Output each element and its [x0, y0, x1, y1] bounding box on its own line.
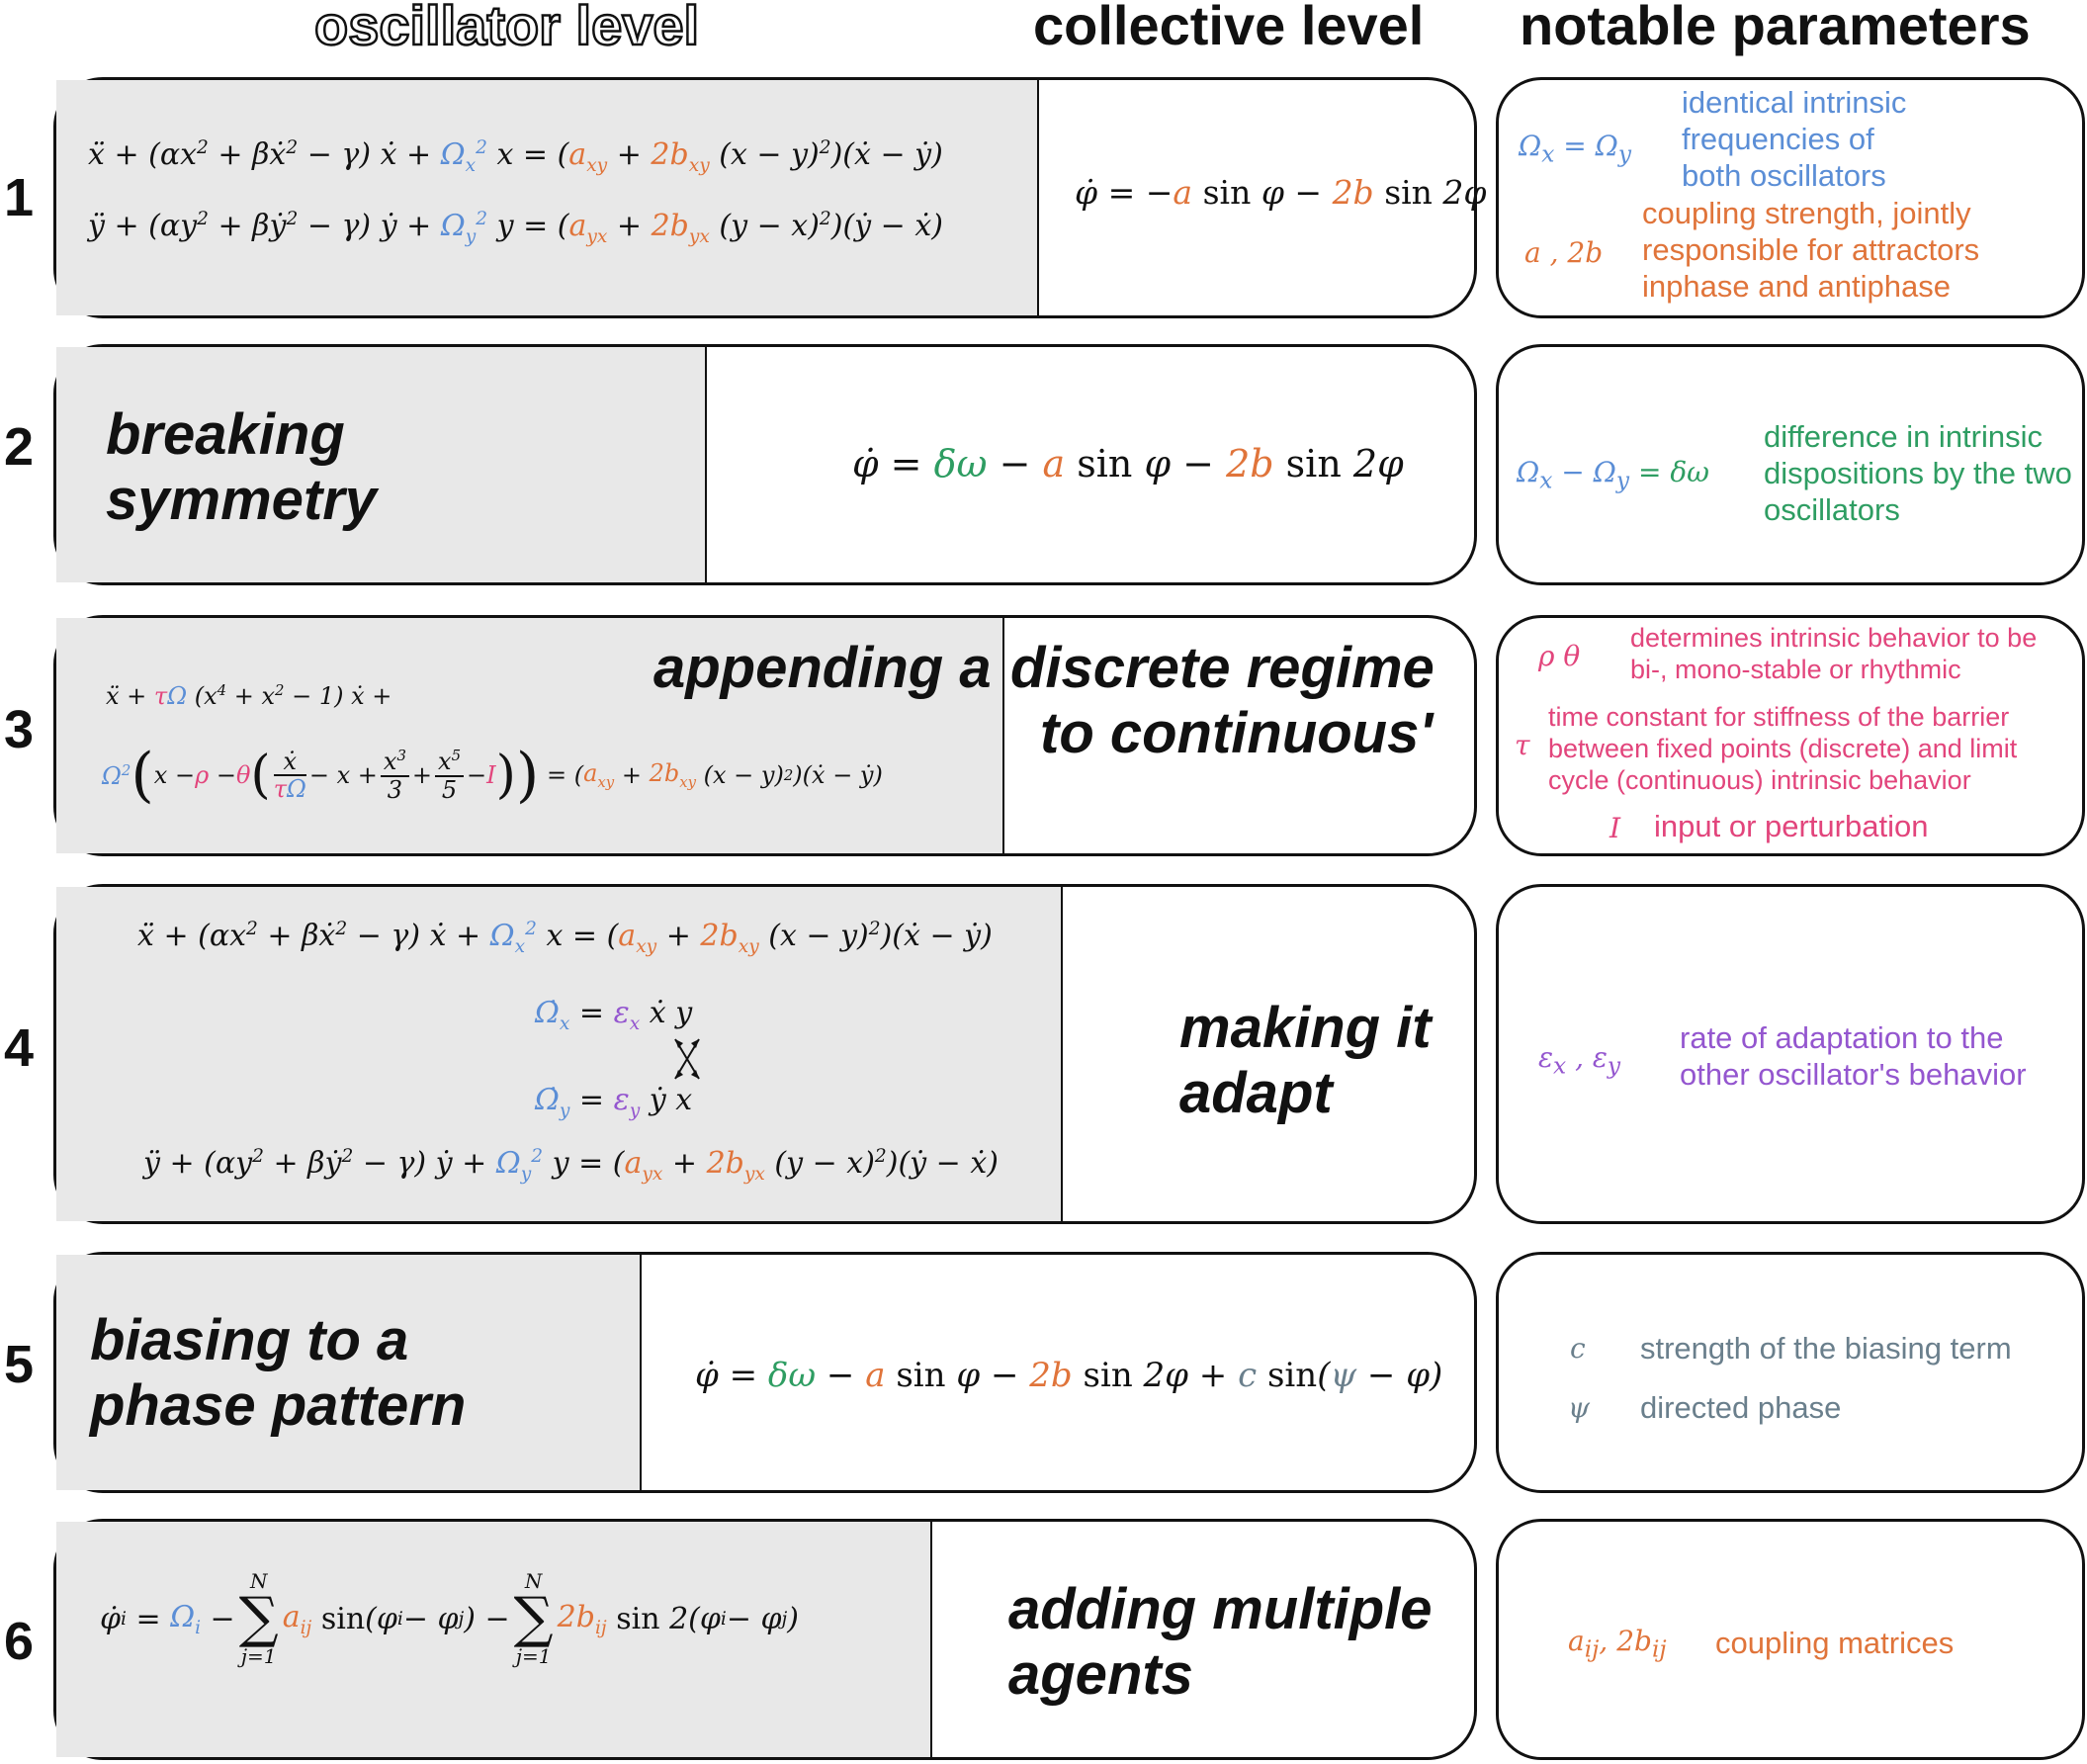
row-label-discrete-regime: discrete regime — [1010, 636, 1435, 700]
oscillator-level-panel — [56, 80, 1039, 315]
param-text-difference-dispositions: difference in intrinsic dispositions by the two oscillators — [1764, 419, 2072, 527]
oscillator-eq-6: φ̇ i = $\Omega_i$ − N ∑ j=1 $a_{ij}$ sin (φ i − φ j ) − N ∑ j=1 $2b_{ij}$ sin 2(φ i − φ j ) — [100, 1569, 799, 1668]
row-4-params-box — [1496, 884, 2085, 1224]
param-text-coupling-strength: coupling strength, jointly responsible for attractors inphase and antiphase — [1642, 196, 1980, 304]
row-number-3: 3 — [3, 700, 35, 759]
param-text-coupling-matrices: coupling matrices — [1715, 1626, 1955, 1660]
oscillator-eq-x: ẍ + ($\alpha x^2$ + βẋ$^2$ − γ) ẋ + $\Omega_x^2$ $x = (a_{xy} + 2b_{xy}$ $(x - y)^2)(ẋ$ − ẏ) — [88, 137, 943, 176]
row-label-adding-multiple-agents: adding multiple agents — [1008, 1577, 1433, 1707]
adaptation-eq-omega-y: $\Omegȧ_y = \varepsilon_y$ ẏ x — [535, 1083, 693, 1121]
param-symbol-psi: ψ — [1568, 1391, 1590, 1424]
param-text-intrinsic-behavior: determines intrinsic behavior to be bi-, mono-stable or rhythmic — [1630, 623, 2038, 684]
row-number-1: 1 — [3, 168, 35, 227]
row-label-biasing-phase-pattern: biasing to a phase pattern — [90, 1308, 467, 1438]
header-oscillator-level: oscillator level — [314, 0, 700, 56]
oscillator-eq-3-line2: $\Omega^2$ ( x − ρ − θ ( $\frac{\text{ẋ}}{\tau\Omega}$ − x + $\frac{x^3}{3}$ + $\frac{x^5}{5}$ − I ) ) = ( $a_{xy}$ + $2b_{xy}$ (x − y) 2 )(ẋ − ẏ) — [102, 741, 883, 810]
param-text-identical-frequencies: identical intrinsic frequencies of both oscillators — [1682, 85, 1907, 193]
param-symbol-coupling: a , 2b — [1524, 236, 1604, 269]
row-5-equation-box — [53, 1252, 1477, 1493]
row-4-equation-box — [53, 884, 1477, 1224]
row-3-equation-box — [53, 615, 1477, 856]
param-text-adaptation-rate: rate of adaptation to the other oscillator's behavior — [1680, 1020, 2027, 1092]
param-symbol-input: I — [1609, 812, 1621, 844]
row-number-4: 4 — [3, 1018, 35, 1078]
adaptation-eq-omega-x: $\Omegȧ_x = \varepsilon_x$ ẋ y — [535, 996, 693, 1034]
cross-coupling-arrows — [667, 1033, 707, 1085]
row-label-making-it-adapt: making it adapt — [1179, 996, 1432, 1125]
header-notable-parameters: notable parameters — [1520, 0, 2031, 56]
oscillator-eq-4-y: ÿ + ($\alpha y^2$ + βẏ$^2$ − γ) ẏ + $\Omega_y^2$ $y = (a_{yx} + 2b_{yx}$ $(y - x)^2)(ẏ$ − ẋ) — [143, 1146, 999, 1185]
oscillator-eq-y: ÿ + ($\alpha y^2$ + βẏ$^2$ − γ) ẏ + $\Omega_y^2$ $y = (a_{yx} + 2b_{yx}$ $(y - x)^2)(ẏ$ − ẋ) — [88, 209, 943, 247]
row-number-6: 6 — [3, 1612, 35, 1671]
row-number-2: 2 — [3, 417, 35, 477]
param-symbol-epsilon: $\varepsilon_x$ , $\varepsilon_y$ — [1538, 1041, 1621, 1080]
row-label-breaking-symmetry: breaking symmetry — [106, 402, 378, 532]
row-3-params-box — [1496, 615, 2085, 856]
param-symbol-c: c — [1570, 1332, 1586, 1365]
param-text-input: input or perturbation — [1654, 809, 1929, 843]
row-number-5: 5 — [3, 1335, 35, 1394]
collective-eq-2: φ̇ = δω − a sin φ − 2b sin 2φ — [852, 442, 1404, 485]
oscillator-eq-4-x: ẍ + ($\alpha x^2$ + βẋ$^2$ − γ) ẋ + $\Omega_x^2$ $x = (a_{xy} + 2b_{xy}$ $(x - y)^2)(ẋ$ − ẏ) — [137, 919, 993, 957]
row-label-to-continuous: to continuous' — [1040, 701, 1434, 765]
oscillator-eq-3-line1: ẍ + τΩ $(x^4 + x^2 - 1)$ ẋ + — [106, 681, 392, 710]
param-symbol-delta-omega: $\Omega_x - \Omega_y = \delta\omega$ — [1517, 456, 1710, 494]
param-symbol-omega-equal: $\Omega_x = \Omega_y$ — [1519, 130, 1632, 168]
header-collective-level: collective level — [1033, 0, 1425, 56]
row-6-equation-box — [53, 1519, 1477, 1760]
row-2-equation-box — [53, 344, 1477, 585]
param-text-time-constant: time constant for stiffness of the barrier between fixed points (discrete) and limit cycle (continuous) intrinsic behavior — [1548, 702, 2018, 795]
row-2-params-box — [1496, 344, 2085, 585]
param-symbol-rho-theta: ρ θ — [1538, 640, 1581, 672]
collective-eq-1: φ̇ = −a sin φ − 2b sin 2φ — [1075, 173, 1487, 212]
row-1-equation-box — [53, 77, 1487, 318]
row-6-params-box — [1496, 1519, 2085, 1760]
param-symbol-tau: τ — [1515, 729, 1530, 761]
row-1-params-box — [1496, 77, 2085, 318]
param-text-directed-phase: directed phase — [1640, 1390, 1842, 1425]
row-5-params-box — [1496, 1252, 2085, 1493]
collective-eq-5: φ̇ = δω − a sin φ − 2b sin 2φ + c sin(ψ − φ) — [695, 1356, 1443, 1395]
param-text-biasing-strength: strength of the biasing term — [1640, 1331, 2012, 1366]
param-symbol-coupling-matrices: $a_{ij}$, $2b_{ij}$ — [1568, 1625, 1667, 1663]
row-label-appending: appending a — [653, 636, 992, 700]
